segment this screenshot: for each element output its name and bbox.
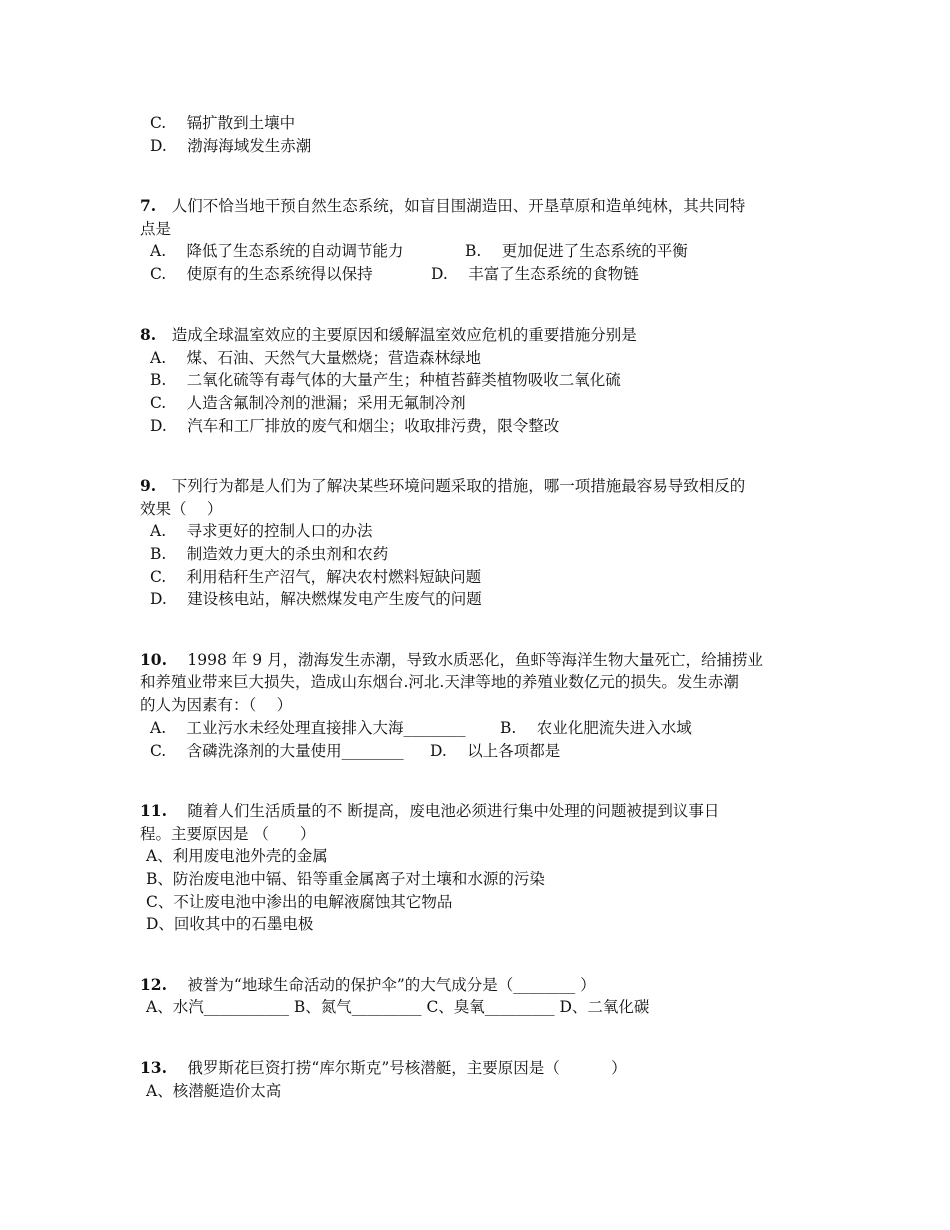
q8-stem-text: 造成全球温室效应的主要原因和缓解温室效应危机的重要措施分别是 [156, 326, 637, 344]
q9-option-a: A. 寻求更好的控制人口的办法 [150, 522, 373, 540]
q9-option-b: B. 制造效力更大的杀虫剂和农药 [150, 545, 389, 563]
q10-option-c: C. 含磷洗涤剂的大量使用________ [150, 742, 404, 760]
q8-option-c: C. 人造含氟制冷剂的泄漏；采用无氟制冷剂 [150, 394, 466, 412]
q11-option-b: B、防治废电池中镉、铅等重金属离子对土壤和水源的污染 [146, 870, 545, 888]
q10-option-a: A. 工业污水未经处理直接排入大海________ [150, 719, 466, 737]
q10-option-b: B. 农业化肥流失进入水域 [500, 719, 692, 737]
q12-number: 12. [140, 975, 167, 994]
q13-number: 13. [140, 1058, 167, 1077]
q13-option-a: A、核潜艇造价太高 [146, 1082, 282, 1100]
q8-stem-line1 [140, 325, 637, 345]
q11-option-a: A、利用废电池外壳的金属 [146, 847, 328, 865]
q12-options: A、水汽___________ B、氮气_________ C、臭氧_________ D、二氧化碳 [146, 998, 650, 1016]
q8-number: 8. [140, 325, 157, 344]
q10-stem-line1 [140, 650, 763, 670]
q7-number: 7. [140, 196, 157, 215]
q11-stem-line1 [140, 801, 719, 821]
q10-option-d: D. 以上各项都是 [430, 742, 561, 760]
q7-option-a: A. 降低了生态系统的自动调节能力 [150, 242, 404, 260]
q11-option-c: C、不让废电池中渗出的电解液腐蚀其它物品 [146, 893, 453, 911]
q10-stem-text: 1998 年 9 月，渤海发生赤潮，导致水质恶化，鱼虾等海洋生物大量死亡，给捕捞业 [166, 651, 763, 669]
q9-number: 9. [140, 476, 157, 495]
q11-stem-line2: 程。主要原因是 （ ） [140, 825, 316, 843]
q11-number: 11. [140, 801, 167, 820]
q7-option-d: D. 丰富了生态系统的食物链 [431, 265, 639, 283]
q8-option-a: A. 煤、石油、天然气大量燃烧；营造森林绿地 [150, 349, 482, 367]
q7-stem-line1 [140, 196, 745, 216]
q13-stem-text: 俄罗斯花巨资打捞“库尔斯克”号核潜艇，主要原因是（ ） [166, 1059, 627, 1077]
q10-number: 10. [140, 650, 167, 669]
q11-stem-text: 随着人们生活质量的不 断提高，废电池必须进行集中处理的问题被提到议事日 [166, 802, 720, 820]
q8-option-d: D. 汽车和工厂排放的废气和烟尘；收取排污费，限令整改 [150, 417, 560, 435]
q11-option-d: D、回收其中的石墨电极 [146, 915, 314, 933]
q9-option-d: D. 建设核电站，解决燃煤发电产生废气的问题 [150, 590, 482, 608]
q9-stem-line1 [140, 476, 745, 496]
q7-stem-text: 人们不恰当地干预自然生态系统，如盲目围湖造田、开垦草原和造单纯林，其共同特 [156, 197, 746, 215]
q7-option-b: B. 更加促进了生态系统的平衡 [465, 242, 688, 260]
q7-stem-line2: 点是 [140, 220, 172, 238]
q8-option-b: B. 二氧化硫等有毒气体的大量产生；种植苔藓类植物吸收二氧化硫 [150, 371, 621, 389]
q9-stem-line2: 效果（ ） [140, 500, 223, 518]
q13-stem-line1 [140, 1058, 627, 1078]
q12-stem-text: 被誉为“地球生命活动的保护伞”的大气成分是（________ ） [166, 976, 596, 994]
q6-option-d: D. 渤海海域发生赤潮 [150, 137, 312, 155]
q6-option-c: C. 镉扩散到土壤中 [150, 114, 296, 132]
q9-stem-text: 下列行为都是人们为了解决某些环境问题采取的措施，哪一项措施最容易导致相反的 [156, 477, 746, 495]
q9-option-c: C. 利用秸秆生产沼气，解决农村燃料短缺问题 [150, 568, 482, 586]
q10-stem-line2: 和养殖业带来巨大损失，造成山东烟台.河北.天津等地的养殖业数亿元的损失。发生赤潮 [140, 673, 739, 691]
q10-stem-line3: 的人为因素有：（ ） [140, 696, 293, 714]
q7-option-c: C. 使原有的生态系统得以保持 [150, 265, 373, 283]
q12-stem-line1 [140, 975, 596, 995]
